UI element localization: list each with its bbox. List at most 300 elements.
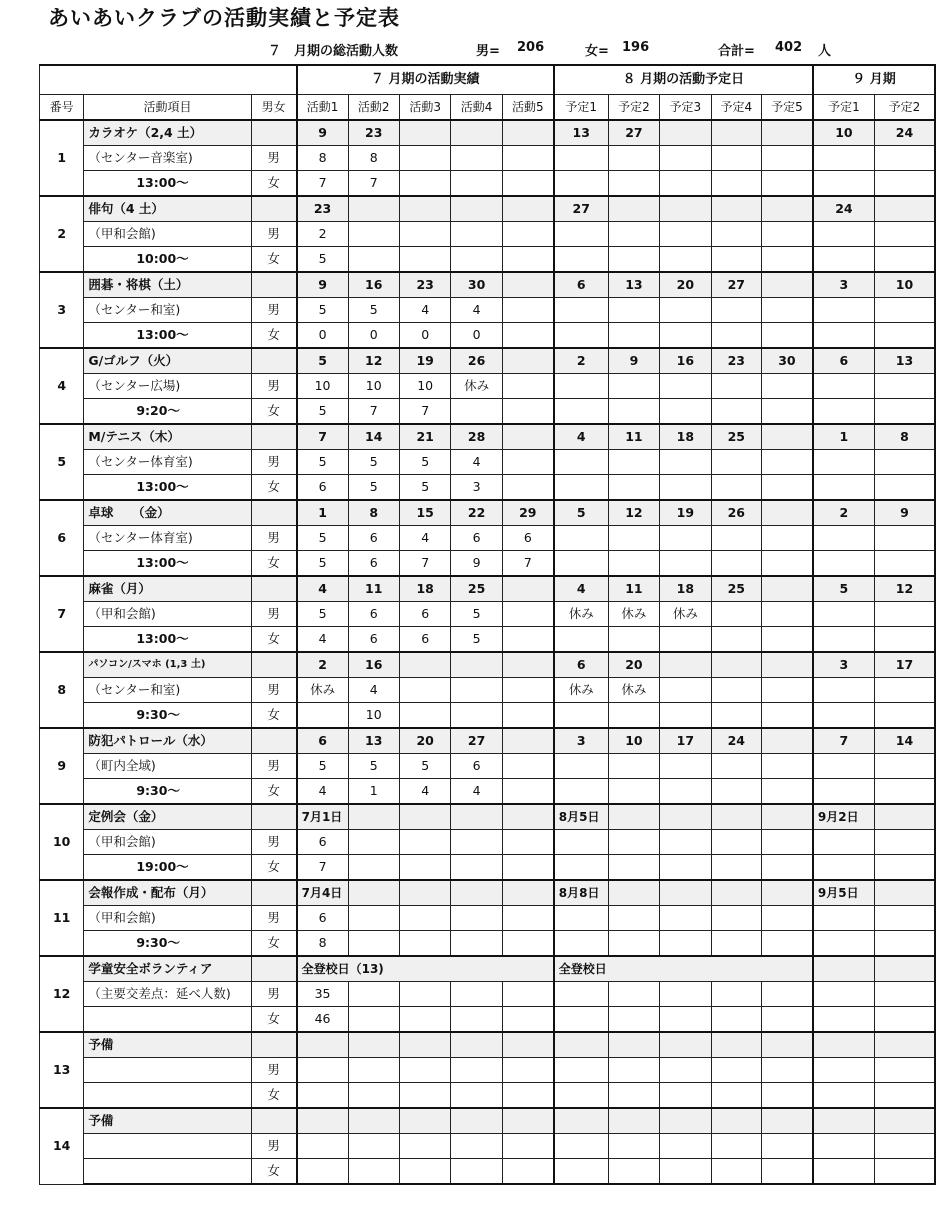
activity-name: パソコン/スマホ (1,3 土) bbox=[84, 652, 251, 678]
male-count: 10 bbox=[348, 374, 399, 399]
female-count bbox=[761, 931, 812, 957]
date-cell bbox=[660, 652, 711, 678]
female-count: 3 bbox=[451, 475, 502, 501]
male-count bbox=[399, 982, 450, 1007]
female-count bbox=[813, 247, 875, 273]
female-count bbox=[813, 171, 875, 197]
female-count-row bbox=[40, 703, 936, 729]
summary-male-label: 男= bbox=[476, 44, 500, 59]
male-count bbox=[502, 754, 553, 779]
activity-row bbox=[40, 196, 936, 222]
activity-number: 7 bbox=[40, 576, 84, 652]
female-count: 0 bbox=[451, 323, 502, 349]
date-cell: 17 bbox=[660, 728, 711, 754]
date-cell bbox=[660, 1032, 711, 1058]
female-count: 4 bbox=[297, 627, 348, 653]
date-cell bbox=[761, 1108, 812, 1134]
activity-time: 9:30～ bbox=[84, 703, 251, 729]
male-count bbox=[660, 374, 711, 399]
female-count bbox=[399, 931, 450, 957]
female-count bbox=[608, 627, 659, 653]
activity-number: 1 bbox=[40, 120, 84, 196]
female-count bbox=[399, 247, 450, 273]
female-count bbox=[451, 703, 502, 729]
female-count-row bbox=[40, 855, 936, 881]
female-count bbox=[660, 703, 711, 729]
female-count bbox=[399, 1159, 450, 1185]
date-cell: 6 bbox=[554, 272, 608, 298]
sex-blank bbox=[251, 652, 296, 678]
date-cell bbox=[451, 196, 502, 222]
header-september-group: ９ 月期 bbox=[813, 65, 935, 95]
activity-row bbox=[40, 880, 936, 906]
date-cell: 13 bbox=[348, 728, 399, 754]
male-count-row bbox=[40, 298, 936, 323]
date-cell bbox=[874, 956, 935, 982]
male-count bbox=[711, 1134, 761, 1159]
date-cell bbox=[711, 120, 761, 146]
date-cell: 5 bbox=[297, 348, 348, 374]
sex-male: 男 bbox=[251, 222, 296, 247]
date-cell bbox=[451, 1032, 502, 1058]
date-cell: 10 bbox=[608, 728, 659, 754]
male-count bbox=[711, 374, 761, 399]
male-count bbox=[502, 1134, 553, 1159]
male-count bbox=[761, 830, 812, 855]
female-count bbox=[813, 399, 875, 425]
date-cell bbox=[761, 728, 812, 754]
female-count: 6 bbox=[399, 627, 450, 653]
male-count bbox=[813, 982, 875, 1007]
male-count bbox=[874, 678, 935, 703]
female-count: 7 bbox=[297, 171, 348, 197]
activity-number: 13 bbox=[40, 1032, 84, 1108]
sex-female: 女 bbox=[251, 1007, 296, 1033]
female-count-row bbox=[40, 627, 936, 653]
male-count bbox=[608, 374, 659, 399]
activity-place: （センター和室) bbox=[84, 678, 251, 703]
activity-name: カラオケ（2,4 土） bbox=[84, 120, 251, 146]
sex-female: 女 bbox=[251, 475, 296, 501]
activity-row bbox=[40, 652, 936, 678]
female-count bbox=[813, 1007, 875, 1033]
female-count bbox=[874, 627, 935, 653]
male-count: 5 bbox=[399, 754, 450, 779]
date-cell bbox=[554, 1032, 608, 1058]
male-count bbox=[660, 982, 711, 1007]
sex-female: 女 bbox=[251, 1083, 296, 1109]
male-count bbox=[502, 222, 553, 247]
activity-row bbox=[40, 1108, 936, 1134]
male-count bbox=[502, 830, 553, 855]
male-count bbox=[608, 982, 659, 1007]
male-count: 4 bbox=[451, 450, 502, 475]
male-count bbox=[554, 1058, 608, 1083]
male-count bbox=[813, 1134, 875, 1159]
activity-name: 卓球 （金） bbox=[84, 500, 251, 526]
female-count bbox=[761, 551, 812, 577]
date-cell bbox=[660, 120, 711, 146]
male-count bbox=[554, 1134, 608, 1159]
female-count: 1 bbox=[348, 779, 399, 805]
date-cell bbox=[813, 1108, 875, 1134]
date-cell: 7 bbox=[297, 424, 348, 450]
date-cell: 18 bbox=[399, 576, 450, 602]
header-column: 活動5 bbox=[502, 95, 553, 121]
date-cell: 5 bbox=[813, 576, 875, 602]
date-cell: 14 bbox=[348, 424, 399, 450]
activity-number: 8 bbox=[40, 652, 84, 728]
female-count: 5 bbox=[399, 475, 450, 501]
male-count bbox=[660, 906, 711, 931]
date-cell: 26 bbox=[711, 500, 761, 526]
date-cell: 14 bbox=[874, 728, 935, 754]
date-cell bbox=[761, 120, 812, 146]
female-count bbox=[608, 323, 659, 349]
female-count bbox=[711, 1083, 761, 1109]
male-count bbox=[502, 450, 553, 475]
male-count bbox=[399, 906, 450, 931]
male-count: 5 bbox=[297, 526, 348, 551]
male-count bbox=[660, 146, 711, 171]
female-count bbox=[874, 1159, 935, 1185]
female-count bbox=[874, 247, 935, 273]
female-count bbox=[502, 931, 553, 957]
date-cell: 13 bbox=[874, 348, 935, 374]
date-cell bbox=[502, 576, 553, 602]
male-count-row bbox=[40, 1134, 936, 1159]
female-count bbox=[297, 1159, 348, 1185]
female-count bbox=[502, 1159, 553, 1185]
september-date: 9月5日 bbox=[813, 880, 875, 906]
activity-row bbox=[40, 120, 936, 146]
activity-row bbox=[40, 500, 936, 526]
male-count bbox=[451, 146, 502, 171]
activity-name: 麻雀（月） bbox=[84, 576, 251, 602]
female-count bbox=[813, 551, 875, 577]
female-count bbox=[502, 475, 553, 501]
date-cell: 23 bbox=[711, 348, 761, 374]
female-count-row bbox=[40, 779, 936, 805]
date-cell bbox=[874, 804, 935, 830]
female-count bbox=[502, 627, 553, 653]
date-cell: 20 bbox=[660, 272, 711, 298]
activity-number: 14 bbox=[40, 1108, 84, 1184]
female-count bbox=[660, 475, 711, 501]
date-cell bbox=[660, 804, 711, 830]
male-count bbox=[660, 450, 711, 475]
sex-blank bbox=[251, 196, 296, 222]
sex-blank bbox=[251, 1108, 296, 1134]
sex-blank bbox=[251, 956, 296, 982]
date-cell bbox=[348, 196, 399, 222]
summary-total-label: 合計= bbox=[718, 44, 755, 59]
summary-female-count: 196 bbox=[622, 40, 650, 55]
date-cell bbox=[761, 652, 812, 678]
female-count bbox=[874, 475, 935, 501]
male-count bbox=[297, 1058, 348, 1083]
male-count bbox=[502, 982, 553, 1007]
date-cell bbox=[502, 1108, 553, 1134]
date-cell: 16 bbox=[348, 652, 399, 678]
activity-row bbox=[40, 728, 936, 754]
date-cell: 6 bbox=[813, 348, 875, 374]
male-count bbox=[451, 906, 502, 931]
date-cell: 9 bbox=[608, 348, 659, 374]
date-cell bbox=[451, 1108, 502, 1134]
female-count bbox=[608, 1159, 659, 1185]
header-blank bbox=[40, 65, 297, 95]
sex-male: 男 bbox=[251, 754, 296, 779]
header-sex: 男女 bbox=[251, 95, 296, 121]
page-title: あいあいクラブの活動実績と予定表 bbox=[48, 6, 400, 30]
date-cell: 27 bbox=[554, 196, 608, 222]
female-count bbox=[660, 855, 711, 881]
sex-male: 男 bbox=[251, 526, 296, 551]
female-count: 0 bbox=[399, 323, 450, 349]
female-count bbox=[608, 1007, 659, 1033]
sex-male: 男 bbox=[251, 146, 296, 171]
male-count bbox=[711, 450, 761, 475]
date-cell: 10 bbox=[813, 120, 875, 146]
female-count bbox=[660, 1007, 711, 1033]
sex-blank bbox=[251, 728, 296, 754]
male-count bbox=[608, 906, 659, 931]
female-count bbox=[554, 399, 608, 425]
female-count: 4 bbox=[451, 779, 502, 805]
activity-number: 12 bbox=[40, 956, 84, 1032]
male-count bbox=[660, 754, 711, 779]
female-count: 7 bbox=[399, 551, 450, 577]
male-count bbox=[711, 1058, 761, 1083]
date-cell: 19 bbox=[660, 500, 711, 526]
sex-male: 男 bbox=[251, 450, 296, 475]
date-cell: 19 bbox=[399, 348, 450, 374]
male-count: 4 bbox=[348, 678, 399, 703]
sex-blank bbox=[251, 576, 296, 602]
female-count bbox=[874, 171, 935, 197]
female-count: 4 bbox=[399, 779, 450, 805]
date-cell bbox=[711, 652, 761, 678]
female-count bbox=[451, 399, 502, 425]
activity-place: （センター音楽室) bbox=[84, 146, 251, 171]
female-count bbox=[761, 247, 812, 273]
male-count bbox=[813, 830, 875, 855]
activity-number: 6 bbox=[40, 500, 84, 576]
female-count bbox=[451, 931, 502, 957]
male-count bbox=[660, 526, 711, 551]
date-cell bbox=[502, 1032, 553, 1058]
female-count-row bbox=[40, 1159, 936, 1185]
date-cell bbox=[761, 576, 812, 602]
male-count bbox=[660, 830, 711, 855]
female-count bbox=[660, 399, 711, 425]
male-count bbox=[761, 906, 812, 931]
date-cell bbox=[502, 272, 553, 298]
male-count bbox=[554, 982, 608, 1007]
female-count bbox=[451, 1007, 502, 1033]
female-count bbox=[711, 779, 761, 805]
female-count bbox=[711, 627, 761, 653]
header-column: 予定5 bbox=[761, 95, 812, 121]
header-column: 予定1 bbox=[813, 95, 875, 121]
activity-number: 9 bbox=[40, 728, 84, 804]
female-count bbox=[660, 551, 711, 577]
female-count-row bbox=[40, 475, 936, 501]
summary-total-count: 402 bbox=[775, 40, 803, 55]
female-count bbox=[554, 703, 608, 729]
activity-name: 学童安全ボランティア bbox=[84, 956, 251, 982]
sex-male: 男 bbox=[251, 678, 296, 703]
female-count bbox=[660, 931, 711, 957]
female-count bbox=[554, 1007, 608, 1033]
male-count: 4 bbox=[451, 298, 502, 323]
male-count bbox=[874, 1134, 935, 1159]
male-count-row bbox=[40, 906, 936, 931]
date-cell bbox=[660, 880, 711, 906]
male-count bbox=[874, 1058, 935, 1083]
date-cell: 11 bbox=[608, 576, 659, 602]
female-count bbox=[608, 171, 659, 197]
male-count bbox=[874, 450, 935, 475]
female-count bbox=[451, 247, 502, 273]
male-count bbox=[813, 602, 875, 627]
male-count bbox=[399, 678, 450, 703]
header-column: 予定3 bbox=[660, 95, 711, 121]
female-count bbox=[608, 779, 659, 805]
male-count bbox=[348, 1134, 399, 1159]
male-count bbox=[348, 1058, 399, 1083]
date-cell: 6 bbox=[297, 728, 348, 754]
male-count bbox=[502, 146, 553, 171]
female-count bbox=[711, 703, 761, 729]
date-cell bbox=[399, 1032, 450, 1058]
date-cell bbox=[399, 804, 450, 830]
date-cell bbox=[761, 272, 812, 298]
male-count bbox=[711, 602, 761, 627]
male-count: 5 bbox=[297, 602, 348, 627]
male-count: 5 bbox=[451, 602, 502, 627]
activity-row bbox=[40, 1032, 936, 1058]
male-count bbox=[608, 830, 659, 855]
male-count: 6 bbox=[399, 602, 450, 627]
header-column: 活動3 bbox=[399, 95, 450, 121]
female-count bbox=[451, 1159, 502, 1185]
female-count bbox=[451, 171, 502, 197]
female-count bbox=[761, 323, 812, 349]
date-cell: 24 bbox=[813, 196, 875, 222]
female-count bbox=[348, 931, 399, 957]
female-count bbox=[502, 855, 553, 881]
female-count bbox=[874, 1007, 935, 1033]
male-count: 35 bbox=[297, 982, 348, 1007]
activity-place: （甲和会館) bbox=[84, 222, 251, 247]
female-count bbox=[813, 703, 875, 729]
date-cell: 5 bbox=[554, 500, 608, 526]
male-count: 休み bbox=[608, 678, 659, 703]
date-cell bbox=[761, 1032, 812, 1058]
male-count bbox=[502, 906, 553, 931]
date-cell bbox=[297, 1108, 348, 1134]
sex-female: 女 bbox=[251, 323, 296, 349]
date-cell: 26 bbox=[451, 348, 502, 374]
header-column: 予定1 bbox=[554, 95, 608, 121]
date-cell bbox=[761, 424, 812, 450]
date-cell bbox=[813, 956, 875, 982]
male-count-row bbox=[40, 678, 936, 703]
date-cell: 25 bbox=[711, 424, 761, 450]
female-count: 7 bbox=[502, 551, 553, 577]
female-count bbox=[761, 855, 812, 881]
sex-male: 男 bbox=[251, 374, 296, 399]
male-count: 6 bbox=[451, 526, 502, 551]
date-cell: 17 bbox=[874, 652, 935, 678]
date-cell bbox=[502, 196, 553, 222]
male-count: 5 bbox=[297, 298, 348, 323]
date-cell: 2 bbox=[554, 348, 608, 374]
sex-female: 女 bbox=[251, 247, 296, 273]
activity-place: （町内全域) bbox=[84, 754, 251, 779]
male-count: 休み bbox=[554, 602, 608, 627]
activity-row bbox=[40, 272, 936, 298]
date-cell bbox=[874, 1108, 935, 1134]
activity-place: （センター体育室) bbox=[84, 526, 251, 551]
date-cell bbox=[297, 1032, 348, 1058]
female-count bbox=[874, 1083, 935, 1109]
activity-name: 予備 bbox=[84, 1032, 251, 1058]
sex-female: 女 bbox=[251, 855, 296, 881]
male-count bbox=[554, 754, 608, 779]
date-cell: 9 bbox=[297, 272, 348, 298]
date-cell: 23 bbox=[297, 196, 348, 222]
female-count bbox=[502, 323, 553, 349]
male-count-row bbox=[40, 602, 936, 627]
female-count bbox=[761, 171, 812, 197]
male-count bbox=[554, 906, 608, 931]
activity-time: 9:30～ bbox=[84, 779, 251, 805]
activity-row bbox=[40, 956, 936, 982]
date-cell bbox=[348, 804, 399, 830]
date-cell: 23 bbox=[348, 120, 399, 146]
female-count: 7 bbox=[348, 399, 399, 425]
male-count bbox=[874, 906, 935, 931]
female-count: 6 bbox=[348, 627, 399, 653]
date-cell: 24 bbox=[711, 728, 761, 754]
date-cell: 16 bbox=[660, 348, 711, 374]
sex-female: 女 bbox=[251, 779, 296, 805]
july-span: 全登校日（13) bbox=[297, 956, 554, 982]
date-cell bbox=[451, 652, 502, 678]
date-cell bbox=[761, 880, 812, 906]
date-cell bbox=[554, 1108, 608, 1134]
sex-female: 女 bbox=[251, 1159, 296, 1185]
header-row-columns bbox=[40, 95, 936, 121]
sex-male: 男 bbox=[251, 830, 296, 855]
date-cell bbox=[502, 652, 553, 678]
male-count-row bbox=[40, 450, 936, 475]
female-count bbox=[761, 1159, 812, 1185]
date-cell: 25 bbox=[451, 576, 502, 602]
male-count bbox=[711, 222, 761, 247]
date-cell: 12 bbox=[348, 348, 399, 374]
date-cell: 4 bbox=[554, 576, 608, 602]
activity-time: 13:00～ bbox=[84, 171, 251, 197]
date-cell: 21 bbox=[399, 424, 450, 450]
date-cell bbox=[502, 728, 553, 754]
activity-place bbox=[84, 1134, 251, 1159]
female-count bbox=[660, 1083, 711, 1109]
male-count: 休み bbox=[451, 374, 502, 399]
